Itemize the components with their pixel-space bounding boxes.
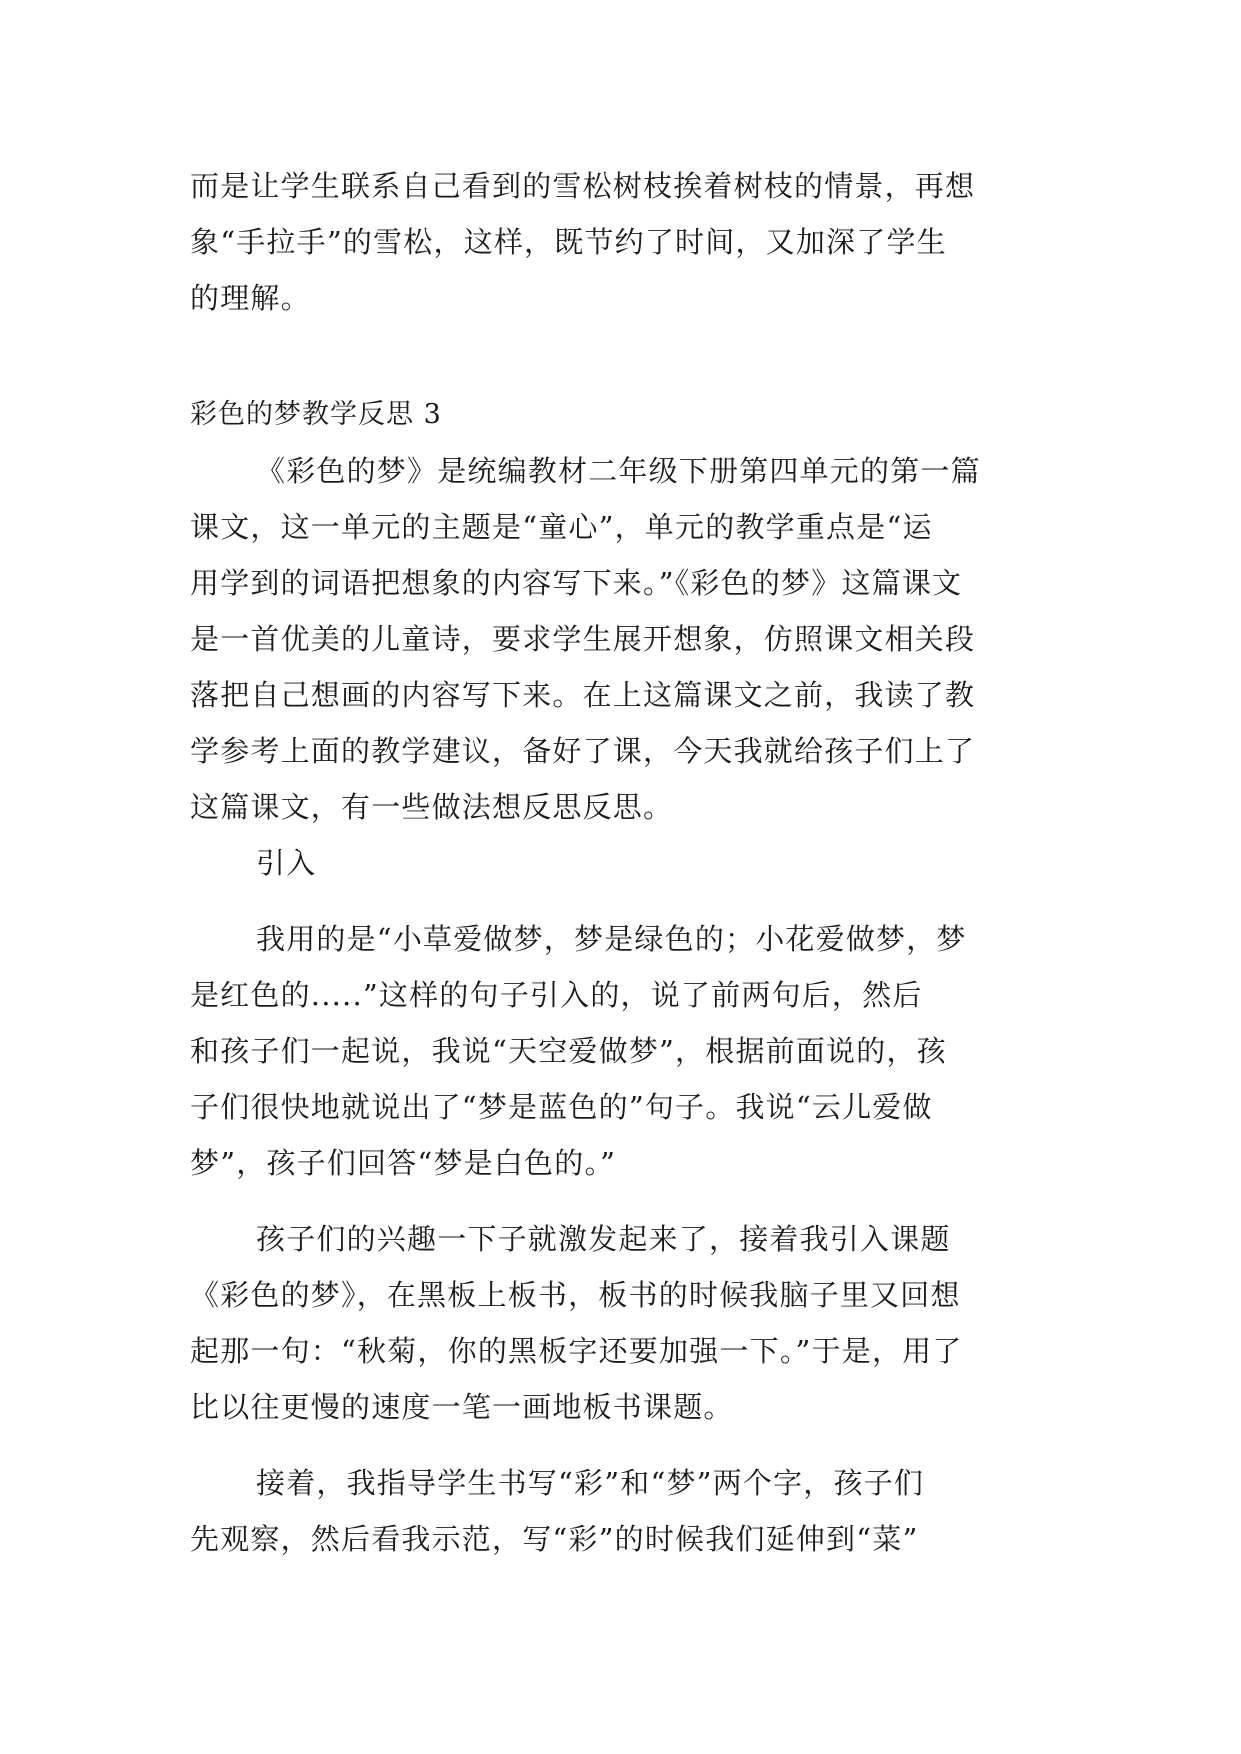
text-line: 是红色的.....”这样的句子引入的，说了前两句后，然后 — [190, 978, 923, 1012]
text-line: 比以往更慢的速度一笔一画地板书课题。 — [190, 1390, 734, 1424]
text-line: 《彩色的梦》，在黑板上板书，板书的时候我脑子里又回想 — [190, 1278, 961, 1312]
text-line: 《彩色的梦》是统编教材二年级下册第四单元的第一篇 — [256, 454, 981, 488]
text-line: 接着，我指导学生书写“彩”和“梦”两个字，孩子们 — [256, 1466, 925, 1500]
text-line: 起那一句：“秋菊，你的黑板字还要加强一下。”于是，用了 — [190, 1334, 963, 1368]
text-line: 子们很快地就说出了“梦是蓝色的”句子。我说“云儿爱做 — [190, 1090, 933, 1124]
text-line: 和孩子们一起说，我说“天空爱做梦”，根据前面说的，孩 — [190, 1034, 947, 1068]
text-line: 先观察，然后看我示范，写“彩”的时候我们延伸到“菜” — [190, 1522, 919, 1556]
text-line: 我用的是“小草爱做梦，梦是绿色的；小花爱做梦，梦 — [256, 922, 967, 956]
text-line: 课文，这一单元的主题是“童心”，单元的教学重点是“运 — [190, 510, 933, 544]
text-line: 梦”，孩子们回答“梦是白色的。” — [190, 1146, 617, 1180]
subheading: 引入 — [256, 846, 317, 880]
text-line: 用学到的词语把想象的内容写下来。”《彩色的梦》这篇课文 — [190, 566, 963, 600]
text-line: 孩子们的兴趣一下子就激发起来了，接着我引入课题 — [256, 1222, 951, 1256]
section-title: 彩色的梦教学反思 3 — [190, 399, 442, 430]
text-line: 是一首优美的儿童诗，要求学生展开想象，仿照课文相关段 — [190, 622, 976, 656]
text-line: 学参考上面的教学建议，备好了课，今天我就给孩子们上了 — [190, 734, 976, 768]
text-line: 的理解。 — [190, 281, 311, 315]
text-line: 象“手拉手”的雪松，这样，既节约了时间，又加深了学生 — [190, 225, 947, 259]
text-line: 这篇课文，有一些做法想反思反思。 — [190, 790, 674, 824]
text-line: 而是让学生联系自己看到的雪松树枝挨着树枝的情景，再想 — [190, 169, 976, 203]
text-line: 落把自己想画的内容写下来。在上这篇课文之前，我读了教 — [190, 678, 976, 712]
